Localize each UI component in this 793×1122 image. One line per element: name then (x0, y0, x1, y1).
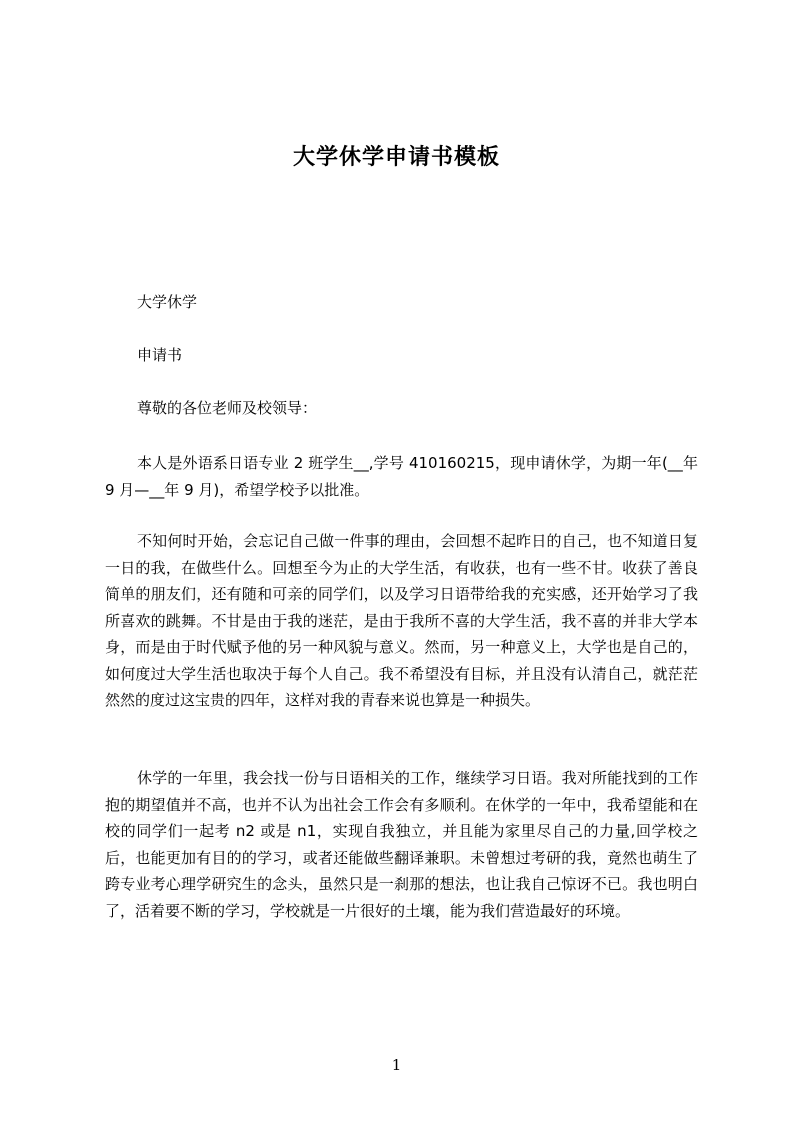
salutation: 尊敬的各位老师及校领导： (137, 399, 318, 417)
paragraph-plan: 休学的一年里，我会找一份与日语相关的工作，继续学习日语。我对所能找到的工作抱的期望值并不高，也并不认为出社会工作会有多顺利。在休学的一年中，我希望能和在校的同学们一起考 n2 或是 n1，实现自我独立，并且能为家里尽自己的力量,回学校之后，也能更加有目的的学习，或者还能做些翻译兼职。未曾想过考研的我，竟然也萌生了跨专业考心理学研究生的念头，虽然只是一刹那的想法，也让我自己惊讶不已。我也明白了，活着要不断的学习，学校就是一片很好的土壤，能为我们营造最好的环境。 (105, 769, 698, 920)
paragraph-application: 本人是外语系日语专业 2 班学生__,学号 410160215，现申请休学，为期一年(__年 9 月—__年 9 月)，希望学校予以批准。 (105, 454, 698, 499)
page-number: 1 (391, 1056, 402, 1074)
document-title: 大学休学申请书模板 (292, 145, 500, 170)
paragraph-reflection: 不知何时开始，会忘记自己做一件事的理由，会回想不起昨日的自己，也不知道日复一日的我，在做些什么。回想至今为止的大学生活，有收获，也有一些不甘。收获了善良简单的朋友们，还有随和可亲的同学们，以及学习日语带给我的充实感，还开始学习了我所喜欢的跳舞。不甘是由于我的迷茫，是由于我所不喜的大学生活，我不喜的并非大学本身，而是由于时代赋予他的另一种风貌与意义。然而，另一种意义上，大学也是自己的，如何度过大学生活也取决于每个人自己。我不希望没有目标，并且没有认清自己，就茫茫然然的度过这宝贵的四年，这样对我的青春来说也算是一种损失。 (105, 532, 698, 709)
heading-line-1: 大学休学 (137, 293, 198, 311)
heading-line-2: 申请书 (137, 346, 183, 364)
